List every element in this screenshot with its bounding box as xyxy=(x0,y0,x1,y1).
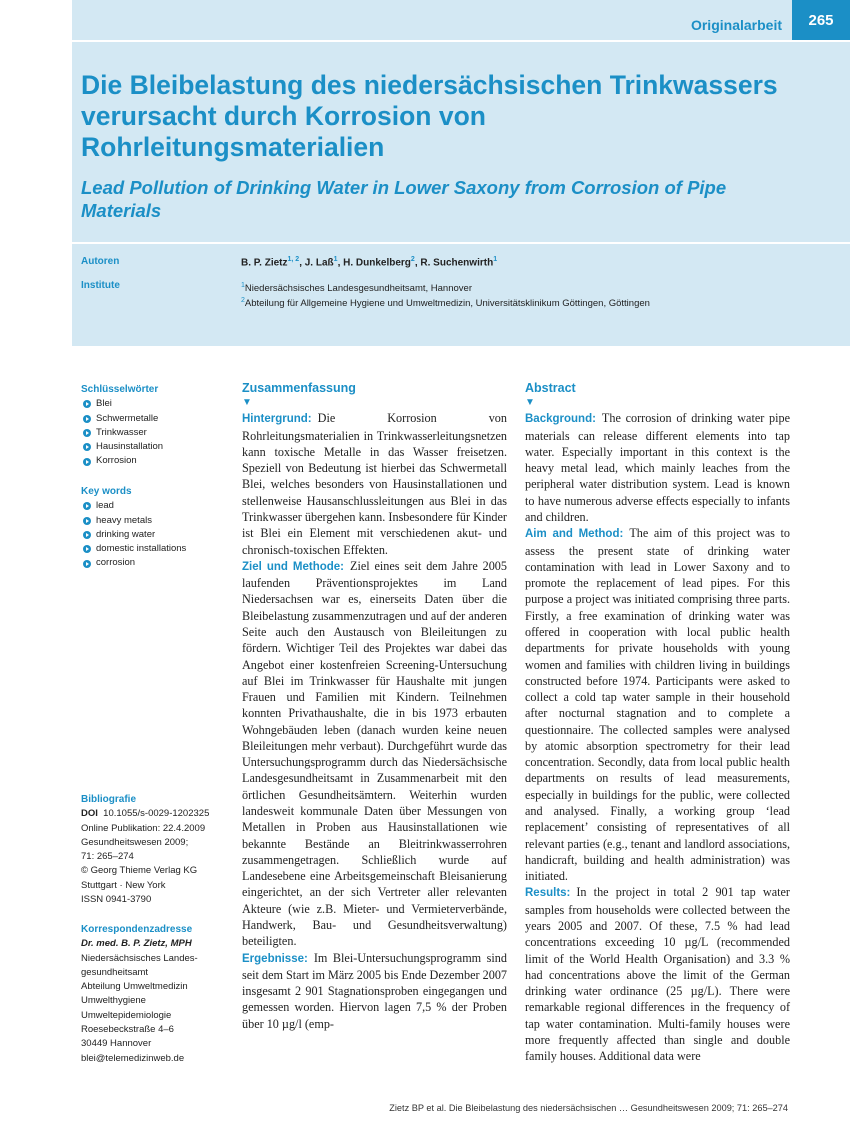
authors-label: Autoren xyxy=(81,256,120,267)
triangle-marker-icon: ▼ xyxy=(525,397,535,409)
address-line: Roesebeckstraße 4–6 xyxy=(81,1024,174,1036)
title-english: Lead Pollution of Drinking Water in Lower Saxony from Corrosion of Pipe Materials xyxy=(81,177,727,221)
abstract-paragraph: Results: In the project in total 2 901 tap water samples from households were collected between the years 2005 and 2007. Of these, 7.5 % had lead concentrations exceeding 10 µg/L (recommended limit of the World Health Organisation) and 3.3 % had concentrations above the limit of the German drinking water ordinance (25 µg/L). There were remarkable regional differences in the frequency of tap water contamination. Multi-family houses were more frequently affected than single and double family houses. Additional data were xyxy=(525,885,790,1064)
author-name: B. P. Zietz xyxy=(241,257,288,269)
address-line: 30449 Hannover xyxy=(81,1038,152,1050)
keywords-german-title: Schlüsselwörter xyxy=(81,384,159,395)
bibliography-line: 71: 265–274 xyxy=(81,851,134,863)
abstract-paragraph: Aim and Method: The aim of this project was to assess the present state of drinking water contamination with lead in Lower Saxony and to promote the replacement of lead pipes. For this purpose a project was initiated comprising three parts. Firstly, a free examination of drinking water was offered in cooperation with local public health departments for private households with young women and families with children living in buildings constructed before 1974. Participants were asked to collect a cold tap water sample in their household after nocturnal stagnation and to complete a questionnaire. The collected samples were analysed by atomic absorption spectrometry for their lead concentration. Secondly, data from local public health departments on results of lead measurements, especially in buildings for the public, were collected and analysed. Finally, a working group ‘lead replacement’ consisting of representatives of all relevant parties (e.g., tenant and landlord associations, handicraft, building and health administration) was initiated. xyxy=(525,526,790,884)
email-link[interactable]: blei@telemedizinweb.de xyxy=(81,1052,185,1064)
bibliography-title: Bibliografie xyxy=(81,794,137,805)
keyword-item: heavy metals xyxy=(81,514,231,528)
institute-item: $^2$Abteilung für Allgemeine Hygiene und Umweltmedizin, Universitätsklinikum Göttingen, Göttingen xyxy=(241,297,650,310)
summary-german-title: Zusammenfassung xyxy=(242,381,356,395)
address-line: Umwelthygiene xyxy=(81,995,146,1007)
bibliography-line: ISSN 0941-3790 xyxy=(81,894,152,906)
summary-german xyxy=(242,380,507,1032)
address-line: Niedersächsisches Landes- xyxy=(81,952,198,964)
institute-item: $^1$Niedersächsisches Landesgesundheitsamt, Hannover xyxy=(241,282,472,295)
title-german: Die Bleibelastung des niedersächsischen Trinkwassers verursacht durch Korrosion von Rohrleitungsmaterialien xyxy=(81,70,778,162)
correspondence-title: Korrespondenzadresse xyxy=(81,924,193,935)
keyword-item: corrosion xyxy=(81,556,231,570)
bullet-arrow-icon xyxy=(83,429,91,437)
author-affiliation: 1, 2 xyxy=(287,256,300,263)
bibliography-line: Stuttgart · New York xyxy=(81,879,166,891)
bullet-arrow-icon xyxy=(83,415,91,423)
keyword-item: Hausinstallation xyxy=(81,440,231,454)
summary-paragraph: Hintergrund: Die Korrosion von Rohrleitungsmaterialien in Trinkwasserleitungsnetzen kann toxische Metalle in das Wasser freisetzen. Speziell von Bedeutung ist hierbei das Schwermetall Blei, welches besonders von Hausinstallationen und stellenweise Hausanschlussleitungen aus Blei in das Trinkwasser übergehen kann. Insbesondere für Kinder ist Blei ein Element mit verschiedenen akut- und chronisch-toxischen Effekten. xyxy=(242,411,507,557)
author-list: B. P. Zietz$^{1, 2}$, J. Laß$^1$, H. Dunkelberg$^2$, R. Suchenwirth$^1$ xyxy=(241,256,498,269)
summary-paragraph: Ziel und Methode: Ziel eines seit dem Jahre 2005 laufenden Präventionsprojektes im Land Niedersachsen war es, einerseits Daten über die Bleibelastung zusammenzutragen und auf der anderen Seite auch den Austausch von Bleileitungen zu fördern. Wichtiger Teil des Projektes war dabei das Angebot einer kostenfreien Screening-Untersuchung auf Blei im Trinkwasser für Haushalte mit jungen Frauen und Familien mit Kindern. Teilnehmen konnten Privathaushalte, die in bis 1973 erbauten Wohngebäuden leben (danach wurden keine neuen Bleileitungen mehr verbaut). Durchgeführt wurde das Untersuchungsprogramm durch das Niedersächsische Landesgesundheitsamt in Zusammenarbeit mit den örtlichen Gesundheitsämtern. Weiterhin wurden landesweit kommunale Daten über Messungen von Metallen in Proben aus Hausinstallationen wie bekannte Bestände an Bleitrinkwasserrohren zusammengetragen. Schließlich wurde auf Landesebene eine Arbeitsgemeinschaft Bleisanierung eingerichtet, an der sich Vertreter aller relevanten Akteure (wie z.B. Mieter- und Vermieterverbände, Handwerk, Bau- und Gesundheitsverwaltung) beteiligten. xyxy=(242,558,507,949)
bibliography-line: Gesundheitswesen 2009; xyxy=(81,836,189,848)
address-line: Umweltepidemiologie xyxy=(81,1009,172,1021)
section-label: Originalarbeit xyxy=(690,17,782,33)
keyword-item: domestic installations xyxy=(81,542,231,556)
summary-paragraph: Ergebnisse: Im Blei-Untersuchungsprogramm sind seit dem Start im März 2005 bis Ende Dezember 2007 insgesamt 2 901 Stagnationsproben eingegangen und gemessen worden. Hiervon lagen 7,5 % der Proben über 10 µg/l (emp- xyxy=(242,950,508,1031)
author-affiliation: 1 xyxy=(333,256,338,263)
institutes-label: Institute xyxy=(81,280,120,291)
header-divider xyxy=(72,242,850,244)
keyword-item: Korrosion xyxy=(81,454,231,468)
bibliography xyxy=(81,793,231,907)
author-name: J. Laß xyxy=(304,257,334,269)
correspondence xyxy=(81,923,231,1066)
keyword-item: Blei xyxy=(81,397,231,411)
keywords-german xyxy=(81,383,231,469)
bullet-arrow-icon xyxy=(83,517,91,525)
keyword-item: Schwermetalle xyxy=(81,412,231,426)
doi: DOI 10.1055/s-0029-1202325 xyxy=(81,808,210,820)
bibliography-line: © Georg Thieme Verlag KG xyxy=(81,865,198,877)
correspondence-name: Dr. med. B. P. Zietz, MPH xyxy=(81,938,192,950)
author-name: R. Suchenwirth xyxy=(420,257,494,269)
author-affiliation: 1 xyxy=(493,256,498,263)
address-line: Abteilung Umweltmedizin xyxy=(81,981,188,993)
keyword-item: drinking water xyxy=(81,528,231,542)
abstract-english xyxy=(525,380,790,1065)
address-line: gesundheitsamt xyxy=(81,966,149,978)
page-number: 265 xyxy=(792,0,850,40)
institute-list xyxy=(241,280,650,310)
bullet-arrow-icon xyxy=(83,502,91,510)
bullet-arrow-icon xyxy=(83,545,91,553)
bullet-arrow-icon xyxy=(83,531,91,539)
keywords-english xyxy=(81,485,231,571)
page-footer: Zietz BP et al. Die Bleibelastung des niedersächsischen … Gesundheitswesen 2009; 71: 265–274 xyxy=(389,1103,788,1113)
header-divider xyxy=(72,40,850,42)
author-name: H. Dunkelberg xyxy=(343,257,411,269)
bibliography-line: Online Publikation: 22.4.2009 xyxy=(81,822,206,834)
abstract-paragraph: Background: The corrosion of drinking water pipe materials can release different elements into tap water. Especially important in this context is the heavy metal lead, which mainly leaches from the peripheral water distribution system. Lead is known to have numerous adverse effects especially to infants and children. xyxy=(525,411,790,524)
bullet-arrow-icon xyxy=(83,458,91,466)
triangle-marker-icon: ▼ xyxy=(242,397,252,409)
bullet-arrow-icon xyxy=(83,400,91,408)
abstract-english-title: Abstract xyxy=(525,381,576,395)
keyword-item: Trinkwasser xyxy=(81,426,231,440)
author-affiliation: 2 xyxy=(410,256,415,263)
keyword-item: lead xyxy=(81,499,231,513)
keywords-english-title: Key words xyxy=(81,486,132,497)
bullet-arrow-icon xyxy=(83,443,91,451)
bullet-arrow-icon xyxy=(83,560,91,568)
